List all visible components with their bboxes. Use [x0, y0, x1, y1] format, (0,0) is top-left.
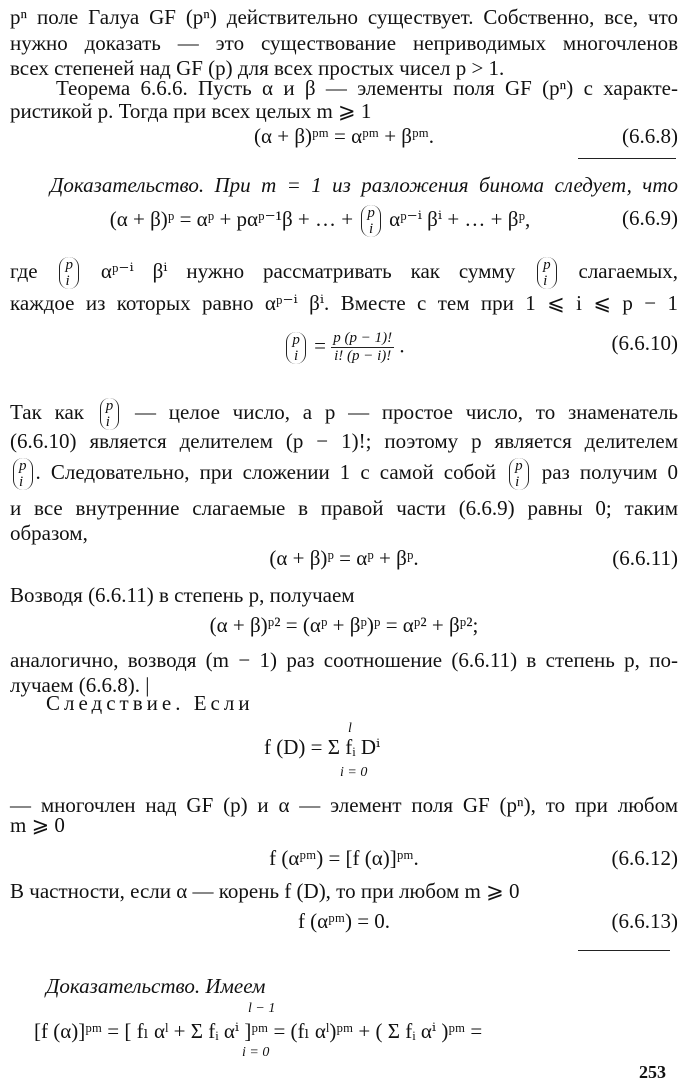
text-line: образом, — [10, 521, 88, 545]
equation-formula: (α + β)ᵖ = αᵖ + pαᵖ⁻¹β + … + — [109, 206, 354, 231]
equation-formula: [f (α)]ᵖᵐ = [ fₗ αˡ + Σ fᵢ αⁱ ]ᵖᵐ = (fₗ αˡ)ᵖᵐ + ( Σ fᵢ αⁱ )ᵖᵐ = — [34, 1019, 483, 1043]
equation-formula: f (αᵖᵐ) = 0. — [297, 909, 391, 933]
text-line: и все внутренние слагаемые в правой части (6.6.9) равны 0; таким — [10, 496, 678, 520]
equation-number: (6.6.9) — [622, 206, 678, 230]
book-page: pⁿ поле Галуа GF (pⁿ) действительно существует. Собственно, все, что нужно доказать — это существование неприводимых многочленов всех степеней над GF (p) для всех простых чисел p > 1. Теорема 6.6.6. Пусть α и β — элементы поля GF (pⁿ) с характе- ристикой p. Тогда при всех целых m ⩾ 1 (α + β)ᵖᵐ = αᵖᵐ + βᵖᵐ. (6.6.8) Доказательство. При m = 1 из разложения бинома следует, что (α + β)ᵖ = αᵖ + pαᵖ⁻¹β + … + p i αᵖ⁻ⁱ βⁱ + … + βᵖ, (6.6.9) где p i αᵖ⁻ⁱ βⁱ нужно рассматривать как сумму p i слагаемых, каждое из которых равно αᵖ⁻ⁱ βⁱ. Вместе с тем при 1 ⩽ i ⩽ p − 1 p i = $\frac{p (p - 1)!}{i! (p - i)!}$ . (6.6.10) Так как p i — целое число, а p — простое число, то знаменатель (6.6.10) является делителем (p − 1)!; поэтому p является делителем p i . Следовательно, при сложении 1 с самой собой p i раз получим 0 и все внутренние слагаемые в правой части (6.6.9) равны 0; таким образом, (α + β)ᵖ = αᵖ + βᵖ. (6.6.11) Возводя (6.6.11) в степень p, получаем (α + β)ᵖ² = (αᵖ + βᵖ)ᵖ = αᵖ² + βᵖ²; аналогично, возводя (m − 1) раз соотношение (6.6.11) в степень p, по- лучаем (6.6.8). | Следствие. Если l f (D) = Σ fᵢ Dⁱ i = 0 — многочлен над GF (p) и α — элемент поля GF (pⁿ), то при любом m ⩾ 0 f (αᵖᵐ) = [f (α)]ᵖᵐ. (6.6.12) В частности, если α — корень f (D), то при любом m ⩾ 0 f (αᵖᵐ) = 0. (6.6.13) Доказательство. Имеем l − 1 [f (α)]ᵖᵐ = [ fₗ αˡ + Σ fᵢ αⁱ ]ᵖᵐ = (fₗ αˡ)ᵖᵐ + ( Σ fᵢ αⁱ )ᵖᵐ = i = 0 253 — [10, 5, 679, 1082]
text-line: каждое из которых равно αᵖ⁻ⁱ βⁱ. Вместе с тем при 1 ⩽ i ⩽ p − 1 — [10, 291, 678, 315]
sum-upper-limit: l − 1 — [248, 1001, 276, 1016]
equation-formula: f (αᵖᵐ) = [f (α)]ᵖᵐ. — [269, 846, 419, 870]
binomial-coefficient: p i — [537, 257, 557, 289]
binomial-coefficient: p i — [286, 332, 306, 364]
text-line: В частности, если α — корень f (D), то при любом m ⩾ 0 — [10, 879, 520, 903]
theorem-end-rule — [578, 158, 676, 159]
corollary-heading: Следствие. Если — [46, 691, 254, 715]
binomial-coefficient: p i — [100, 398, 120, 430]
text-line: pⁿ поле Галуа GF (pⁿ) действительно существует. Собственно, все, что — [10, 5, 678, 29]
text-line: Возводя (6.6.11) в степень p, получаем — [10, 583, 355, 607]
sum-upper-limit: l — [348, 721, 352, 736]
fraction: $\frac{p (p - 1)!}{i! (p - i)!}$ — [333, 330, 393, 364]
theorem-statement: Теорема 6.6.6. Пусть α и β — элементы поля GF (pⁿ) с характе- — [56, 76, 678, 100]
text-line: m ⩾ 0 — [10, 813, 65, 837]
equation-formula: (α + β)ᵖᵐ = αᵖᵐ + βᵖᵐ. — [253, 124, 435, 148]
text-line: лучаем (6.6.8). | — [10, 673, 150, 697]
text-line: — многочлен над GF (p) и α — элемент поля GF (pⁿ), то при любом — [10, 793, 678, 817]
equation-polynomial — [10, 722, 678, 782]
text-line: Так как p i — целое число, а p — простое число, то знаменатель — [10, 398, 678, 430]
equation-final — [10, 1000, 678, 1060]
equation-formula: αᵖ⁻ⁱ βⁱ + … + βᵖ, — [389, 206, 531, 231]
text-line: (6.6.10) является делителем (p − 1)!; поэтому p является делителем — [10, 429, 678, 453]
proof-line: Доказательство. При m = 1 из разложения бинома следует, что — [50, 173, 678, 197]
text-line: нужно доказать — это существование неприводимых многочленов — [10, 31, 678, 55]
page-number: 253 — [639, 1062, 666, 1082]
corollary-end-rule — [578, 950, 670, 951]
text-line: ристикой p. Тогда при всех целых m ⩾ 1 — [10, 99, 372, 123]
equation-number: (6.6.11) — [612, 546, 678, 570]
text-line: аналогично, возводя (m − 1) раз соотношение (6.6.11) в степень p, по- — [10, 648, 678, 672]
equation-number: (6.6.13) — [611, 909, 678, 933]
text-line: p i . Следовательно, при сложении 1 с самой собой p i раз получим 0 — [10, 458, 678, 490]
equation-formula: (α + β)ᵖ² = (αᵖ + βᵖ)ᵖ = αᵖ² + βᵖ²; — [209, 613, 479, 637]
proof-line: Доказательство. Имеем — [46, 974, 266, 998]
binomial-coefficient: p i — [59, 257, 79, 289]
sum-lower-limit: i = 0 — [242, 1045, 270, 1060]
equation-formula: f (D) = Σ fᵢ Dⁱ — [264, 735, 381, 759]
text-line: всех степеней над GF (p) для всех простых чисел p > 1. — [10, 56, 505, 80]
equation-formula: (α + β)ᵖ = αᵖ + βᵖ. — [269, 546, 419, 570]
binomial-coefficient: p i — [13, 458, 33, 490]
sum-lower-limit: i = 0 — [340, 765, 368, 780]
equation-number: (6.6.8) — [622, 124, 678, 148]
equation-number: (6.6.10) — [611, 331, 678, 355]
text-line: где p i αᵖ⁻ⁱ βⁱ нужно рассматривать как сумму p i слагаемых, — [10, 257, 679, 289]
equation-number: (6.6.12) — [611, 846, 678, 870]
binomial-coefficient: p i — [361, 205, 381, 237]
binomial-coefficient: p i — [509, 458, 529, 490]
